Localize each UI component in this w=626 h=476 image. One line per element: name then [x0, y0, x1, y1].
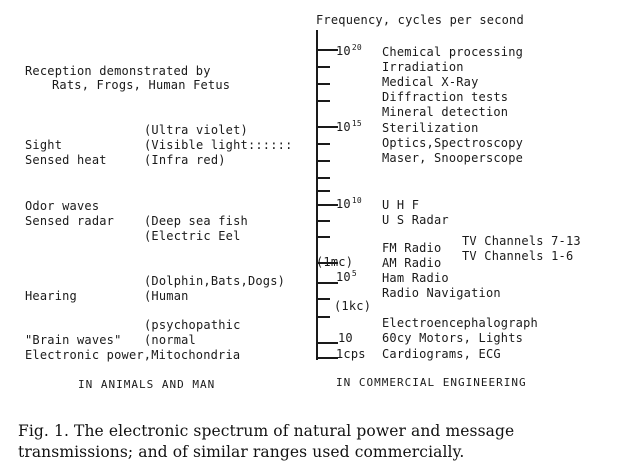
commercial-label: FM Radio [382, 241, 442, 255]
axis-tick [316, 204, 338, 206]
footer-animals-and-man: IN ANIMALS AND MAN [78, 378, 216, 391]
commercial-label: Cardiograms, ECG [382, 347, 501, 361]
natural-label: (Visible light:::::: [144, 138, 293, 152]
commercial-label: Irradiation [382, 60, 464, 74]
commercial-label: Mineral detection [382, 105, 509, 119]
caption-line-1: Fig. 1. The electronic spectrum of natural power and message [18, 422, 515, 440]
natural-label: Electronic power,Mitochondria [25, 348, 241, 362]
natural-label: (Deep sea fish [144, 214, 248, 228]
natural-label: (Ultra violet) [144, 123, 248, 137]
commercial-label: U S Radar [382, 213, 449, 227]
axis-tick [316, 66, 330, 68]
axis-tick [316, 316, 330, 318]
natural-label: "Brain waves" [25, 333, 122, 347]
commercial-label: TV Channels 1-6 [462, 249, 574, 263]
commercial-label: Medical X-Ray [382, 75, 479, 89]
natural-label: Reception demonstrated by [25, 64, 211, 78]
axis-marker-1e20: $10^{20}$ [336, 43, 362, 58]
axis-marker-1kc: (1kc) [334, 299, 372, 313]
natural-label: Hearing [25, 289, 77, 303]
axis-marker-1e15: $10^{15}$ [336, 119, 362, 134]
footer-commercial-engineering: IN COMMERCIAL ENGINEERING [336, 376, 527, 389]
natural-label: (psychopathic [144, 318, 241, 332]
axis-tick [316, 190, 330, 192]
natural-label: Sight [25, 138, 63, 152]
commercial-label: Radio Navigation [382, 286, 501, 300]
natural-label: (Dolphin,Bats,Dogs) [144, 274, 286, 288]
axis-marker-1e5: $10^5$ [336, 269, 357, 284]
commercial-label: Diffraction tests [382, 90, 509, 104]
axis-tick [316, 282, 338, 284]
natural-label: Sensed heat [25, 153, 107, 167]
axis-tick [316, 177, 330, 179]
commercial-label: Maser, Snooperscope [382, 151, 524, 165]
commercial-label: TV Channels 7-13 [462, 234, 581, 248]
commercial-label: Chemical processing [382, 45, 524, 59]
axis-tick [316, 100, 330, 102]
axis-tick [316, 342, 338, 344]
axis-tick [316, 236, 330, 238]
axis-tick [316, 49, 338, 51]
natural-label: Odor waves [25, 199, 100, 213]
natural-label: (normal [144, 333, 196, 347]
natural-label: Sensed radar [25, 214, 115, 228]
axis-marker-1e10: $10^{10}$ [336, 196, 362, 211]
axis-tick [316, 83, 330, 85]
axis-marker-1mc: (1mc) [316, 255, 354, 269]
axis-tick [316, 160, 330, 162]
caption-line-2: transmissions; and of similar ranges used commercially. [18, 443, 465, 461]
commercial-label: 60cy Motors, Lights [382, 331, 524, 345]
natural-label: (Electric Eel [144, 229, 241, 243]
axis-marker-10: 10 [338, 331, 353, 345]
axis-tick [316, 298, 330, 300]
natural-label: (Infra red) [144, 153, 226, 167]
commercial-label: Sterilization [382, 121, 479, 135]
frequency-axis [316, 30, 318, 360]
figure-caption [18, 421, 618, 463]
commercial-label: Ham Radio [382, 271, 449, 285]
axis-title: Frequency, cycles per second [316, 13, 524, 27]
commercial-label: AM Radio [382, 256, 442, 270]
natural-label: (Human [144, 289, 189, 303]
axis-tick [316, 143, 330, 145]
axis-tick [316, 220, 330, 222]
commercial-label: Optics,Spectroscopy [382, 136, 524, 150]
axis-marker-1cps: 1cps [336, 347, 366, 361]
commercial-label: U H F [382, 198, 420, 212]
axis-tick [316, 357, 338, 359]
axis-tick [316, 126, 338, 128]
natural-label: Rats, Frogs, Human Fetus [52, 78, 231, 92]
commercial-label: Electroencephalograph [382, 316, 538, 330]
